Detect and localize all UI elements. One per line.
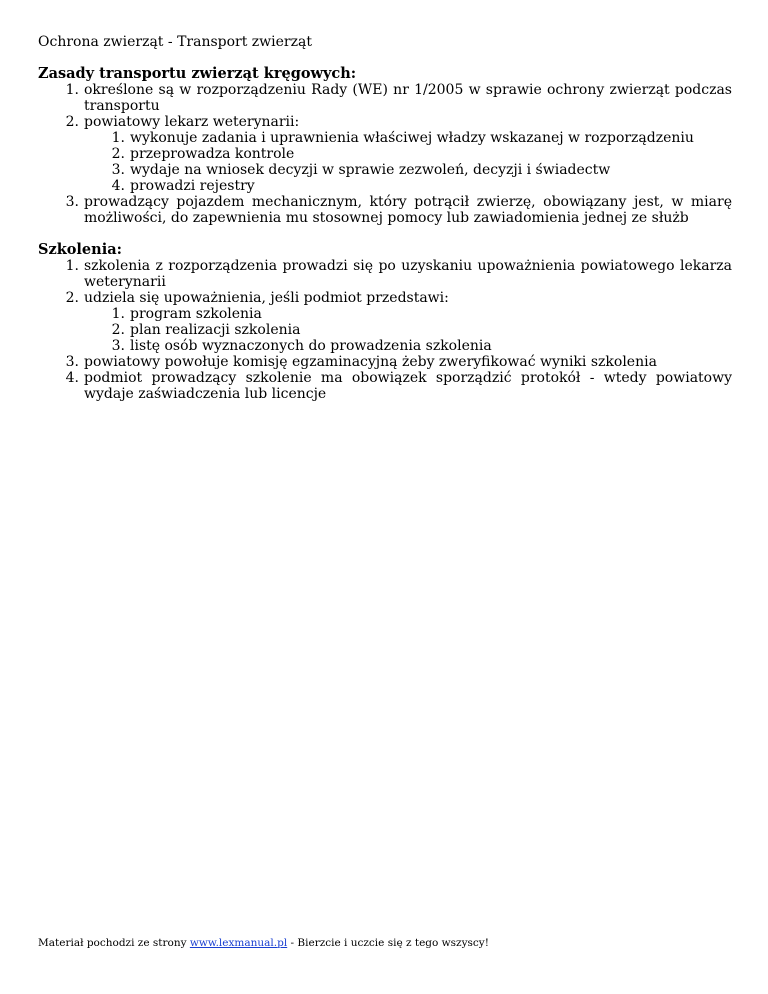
- list-item-number: 2.: [111, 322, 125, 338]
- sub-list-item: [38, 162, 732, 178]
- list-item-text: przeprowadza kontrole: [130, 146, 295, 162]
- list-item-text: plan realizacji szkolenia: [130, 322, 301, 338]
- list-item-text: szkolenia z rozporządzenia prowadzi się po uzyskaniu upoważnienia powiatowego lekarza weterynarii: [84, 258, 732, 290]
- list-item-number: 3.: [111, 162, 125, 178]
- list-item-number: 2.: [65, 290, 79, 306]
- list-item-text: udziela się upoważnienia, jeśli podmiot przedstawi:: [84, 290, 449, 306]
- list-item-number: 1.: [111, 130, 125, 146]
- document-page: [38, 34, 732, 418]
- list-item-text: podmiot prowadzący szkolenie ma obowiązek sporządzić protokół - wtedy powiatowy wydaje zaświadczenia lub licencje: [84, 370, 732, 402]
- list-item-text: wydaje na wniosek decyzji w sprawie zezwoleń, decyzji i świadectw: [130, 162, 611, 178]
- sub-list-item: [38, 178, 732, 194]
- list-item-text: powiatowy powołuje komisję egzaminacyjną żeby zweryfikować wyniki szkolenia: [84, 354, 657, 370]
- list-item: [38, 258, 732, 290]
- section-transport-rules: [38, 66, 732, 226]
- list-item-number: 4.: [65, 370, 79, 386]
- section-heading: Szkolenia:: [38, 241, 122, 258]
- sub-list-item: [38, 146, 732, 162]
- numbered-list: [38, 82, 732, 226]
- list-item-number: 4.: [111, 178, 125, 194]
- sub-list-item: [38, 338, 732, 354]
- list-item: [38, 370, 732, 402]
- sub-list-item: [38, 130, 732, 146]
- list-item-number: 2.: [65, 114, 79, 130]
- nested-list: [38, 306, 732, 354]
- list-item-text: określone są w rozporządzeniu Rady (WE) nr 1/2005 w sprawie ochrony zwierząt podczas transportu: [84, 82, 732, 114]
- sub-list-item: [38, 306, 732, 322]
- footer-prefix: Materiał pochodzi ze strony: [38, 937, 190, 949]
- list-item: [38, 114, 732, 194]
- list-item-text: prowadzi rejestry: [130, 178, 255, 194]
- list-item-number: 3.: [111, 338, 125, 354]
- nested-list: [38, 130, 732, 194]
- list-item-text: wykonuje zadania i uprawnienia właściwej władzy wskazanej w rozporządzeniu: [130, 130, 694, 146]
- sub-list-item: [38, 322, 732, 338]
- numbered-list: [38, 258, 732, 402]
- list-item-text: program szkolenia: [130, 306, 262, 322]
- footer-suffix: - Bierzcie i uczcie się z tego wszyscy!: [287, 937, 489, 949]
- list-item: [38, 82, 732, 114]
- list-item-text: powiatowy lekarz weterynarii:: [84, 114, 300, 130]
- section-heading: Zasady transportu zwierząt kręgowych:: [38, 65, 357, 82]
- list-item: [38, 354, 732, 370]
- list-item-number: 1.: [65, 258, 79, 274]
- list-item-number: 1.: [65, 82, 79, 98]
- list-item-text: listę osób wyznaczonych do prowadzenia szkolenia: [130, 338, 492, 354]
- list-item-number: 3.: [65, 354, 79, 370]
- footer-link[interactable]: www.lexmanual.pl: [189, 937, 288, 949]
- document-title: Ochrona zwierząt - Transport zwierząt: [38, 34, 312, 50]
- list-item: [38, 194, 732, 226]
- list-item: [38, 290, 732, 354]
- section-trainings: [38, 242, 732, 402]
- page-footer: [38, 937, 489, 949]
- list-item-number: 3.: [65, 194, 79, 210]
- list-item-text: prowadzący pojazdem mechanicznym, który potrącił zwierzę, obowiązany jest, w miarę możliwości, do zapewnienia mu stosownej pomocy lub zawiadomienia jednej ze służb: [84, 194, 732, 226]
- list-item-number: 1.: [111, 306, 125, 322]
- list-item-number: 2.: [111, 146, 125, 162]
